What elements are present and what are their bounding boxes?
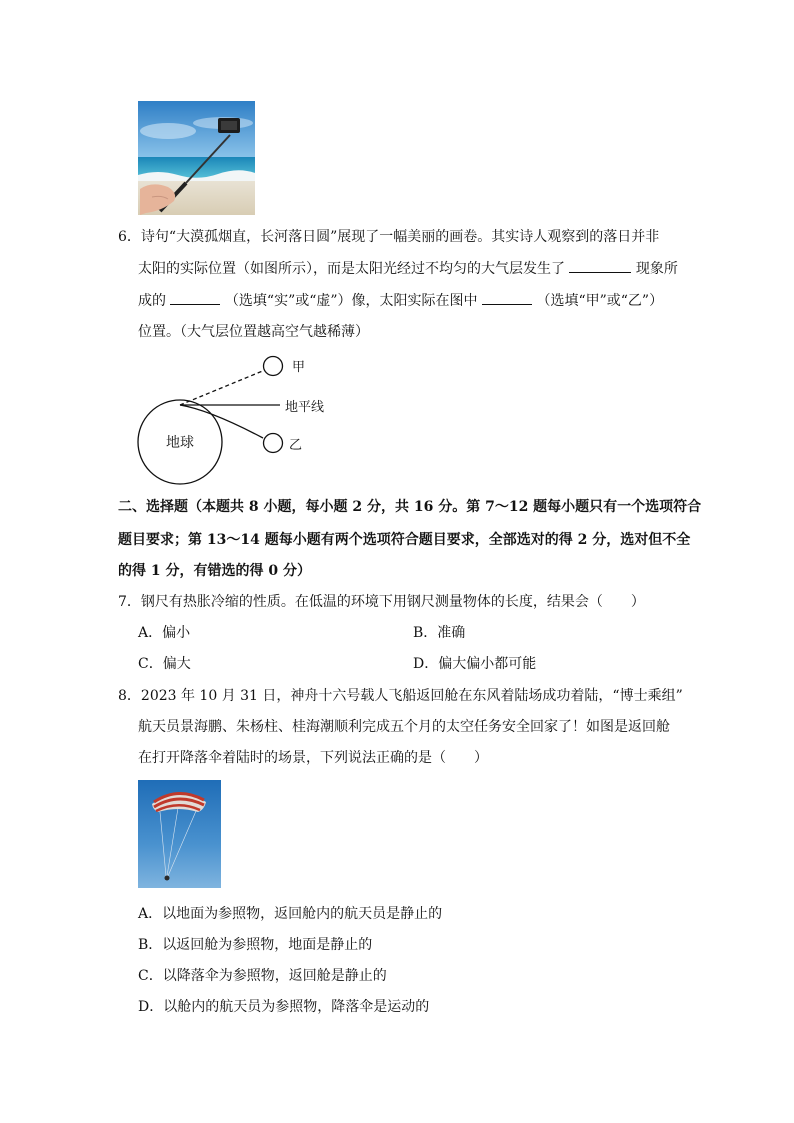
q8-line-1: 8．2023 年 10 月 31 日，神舟十六号载人飞船返回舱在东风着陆场成功着陆，“博士乘组” bbox=[118, 688, 683, 704]
q6-line-4: 位置。（大气层位置越高空气越稀薄） bbox=[138, 324, 369, 340]
q7-option-c[interactable]: C．偏大 bbox=[138, 656, 191, 672]
q7-option-d[interactable]: D．偏大偏小都可能 bbox=[413, 656, 537, 672]
sun-b-label: 乙 bbox=[289, 438, 303, 453]
section2-line-1: 二、选择题（本题共 8 小题，每小题 2 分，共 16 分。第 7～12 题每小题只有一个选项符合 bbox=[118, 499, 702, 515]
q7-option-b[interactable]: B．准确 bbox=[413, 625, 466, 641]
q8-option-c[interactable]: C．以降落伞为参照物，返回舱是静止的 bbox=[138, 968, 387, 984]
q6-line-2: 太阳的实际位置（如图所示），而是太阳光经过不均匀的大气层发生了 现象所 bbox=[138, 258, 678, 279]
q6-blank-position[interactable] bbox=[482, 290, 532, 305]
q8-option-a[interactable]: A．以地面为参照物，返回舱内的航天员是静止的 bbox=[138, 906, 443, 922]
q6-blank-image-type[interactable] bbox=[170, 290, 220, 305]
q8-option-b[interactable]: B．以返回舱为参照物，地面是静止的 bbox=[138, 937, 373, 953]
q8-line-2: 航天员景海鹏、朱杨柱、桂海潮顺利完成五个月的太空任务安全回家了！如图是返回舱 bbox=[138, 719, 670, 735]
q6-diagram bbox=[130, 350, 350, 485]
dashed-sightline bbox=[180, 370, 265, 405]
parachute-photo bbox=[138, 780, 221, 888]
q8-option-d[interactable]: D．以舱内的航天员为参照物，降落伞是运动的 bbox=[138, 999, 430, 1015]
q8-line-3: 在打开降落伞着陆时的场景，下列说法正确的是（ ） bbox=[138, 750, 488, 766]
earth-label: 地球 bbox=[166, 435, 194, 451]
horizon-label: 地平线 bbox=[285, 400, 325, 415]
section2-line-3: 的得 1 分，有错选的得 0 分） bbox=[118, 563, 311, 579]
section2-line-2: 题目要求；第 13～14 题每小题有两个选项符合题目要求，全部选对的得 2 分，选对但不全 bbox=[118, 532, 691, 548]
selfie-stick-photo bbox=[138, 101, 255, 215]
sun-a-circle bbox=[264, 357, 283, 376]
q6-number: 6． bbox=[118, 229, 141, 245]
sun-b-circle bbox=[264, 434, 283, 453]
q6-line-3: 成的 （选填“实”或“虚”）像，太阳实际在图中 （选填“甲”或“乙”） bbox=[138, 290, 663, 311]
q6-blank-phenomenon[interactable] bbox=[569, 258, 631, 273]
q7-stem: 7．钢尺有热胀冷缩的性质。在低温的环境下用钢尺测量物体的长度，结果会（ ） bbox=[118, 594, 645, 610]
q7-option-a[interactable]: A．偏小 bbox=[138, 625, 191, 641]
q6-line-1: 6．诗句“大漠孤烟直，长河落日圆”展现了一幅美丽的画卷。其实诗人观察到的落日并非 bbox=[118, 229, 660, 245]
sun-a-label: 甲 bbox=[292, 360, 306, 375]
